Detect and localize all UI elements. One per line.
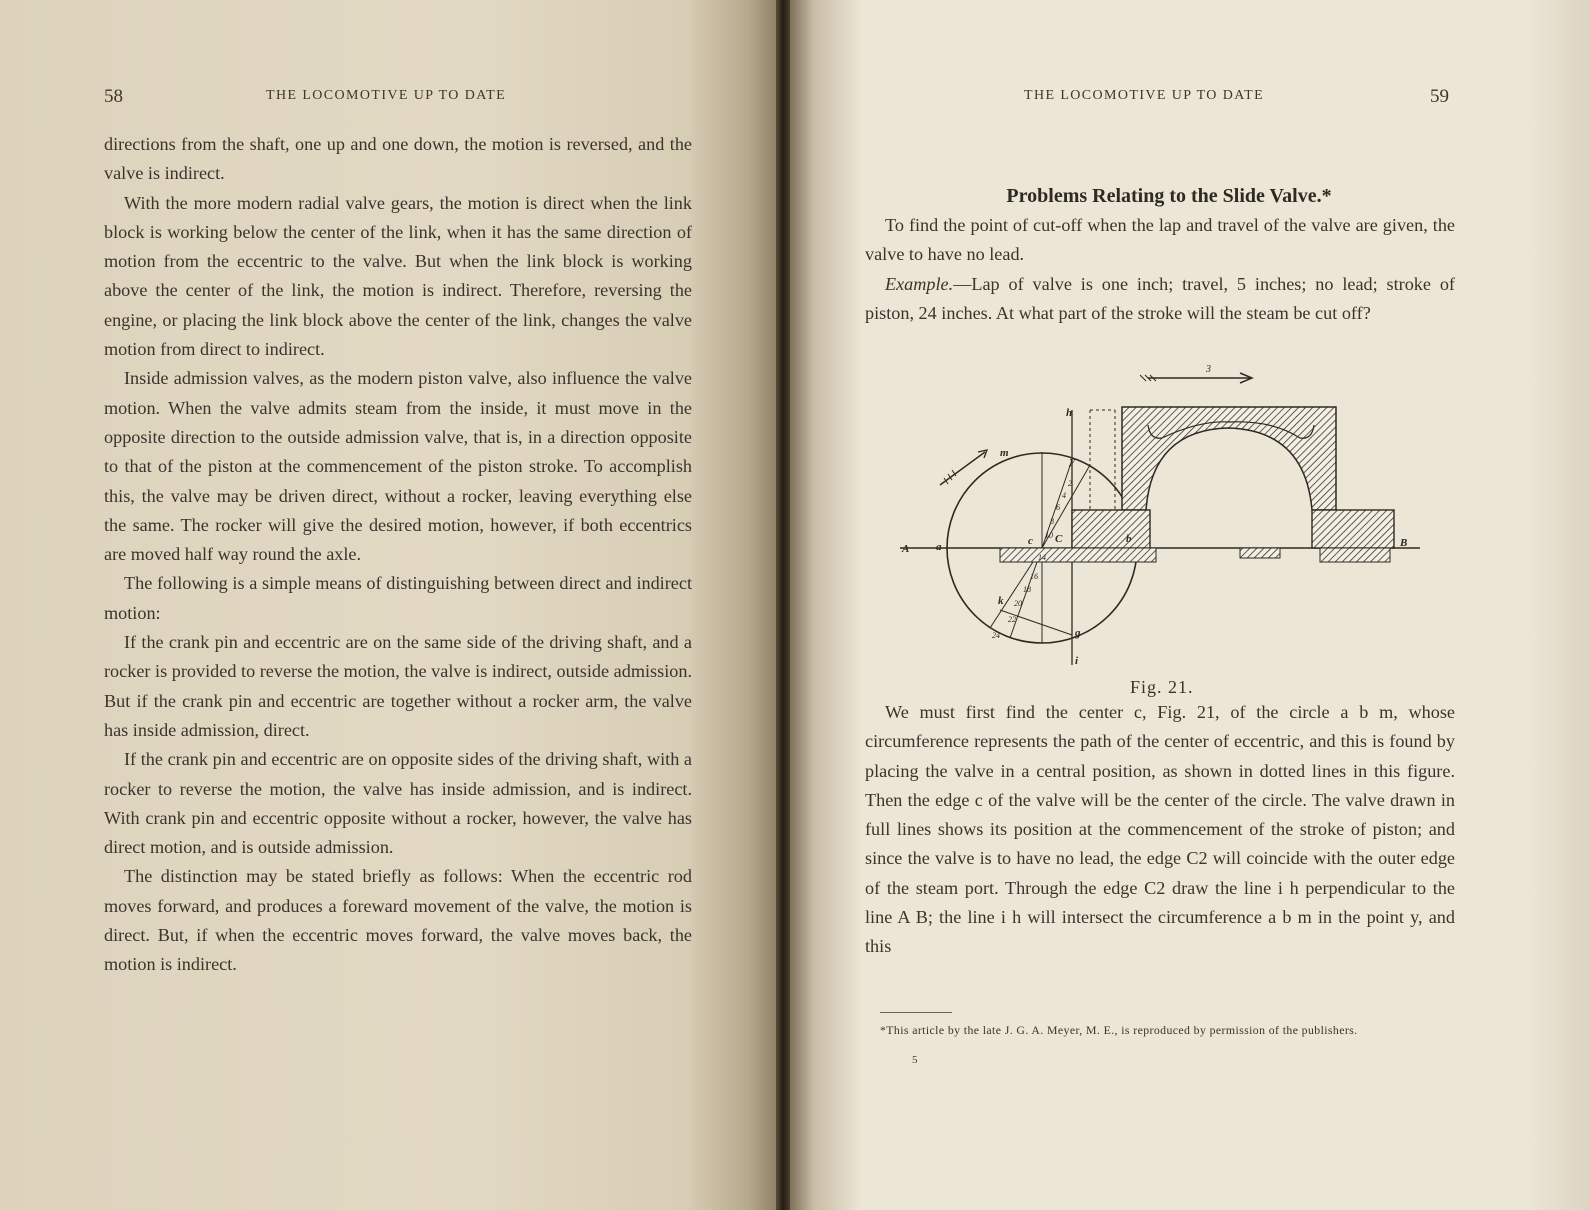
footnote: *This article by the late J. G. A. Meyer, M. E., is reproduced by permission of the publishers.	[880, 1023, 1358, 1037]
svg-text:2: 2	[1068, 479, 1072, 488]
svg-text:24: 24	[992, 631, 1000, 640]
paragraph: Inside admission valves, as the modern piston valve, also influence the valve motion. When the valve admits steam from the inside, it must move in the opposite direction to the outside admission valve, that is, in a direction opposite to that of the piston at the commencement of the piston stroke. To accomplish this, the valve may be driven direct, without a rocker, leaving everything else the same. The rocker will give the desired motion, however, if both eccentrics are moved half way round the axle.	[104, 368, 692, 565]
section-heading: Problems Relating to the Slide Valve.*	[1006, 185, 1332, 207]
left-running-head: THE LOCOMOTIVE UP TO DATE	[266, 88, 507, 103]
valve-left-flange	[1072, 510, 1150, 548]
svg-text:20: 20	[1014, 599, 1022, 608]
left-page-number: 58	[104, 86, 123, 107]
svg-text:4: 4	[1062, 491, 1066, 500]
example-text: —Lap of valve is one inch; travel, 5 inches; no lead; stroke of piston, 24 inches. At what part of the stroke will the steam be cut off?	[865, 273, 1455, 323]
paragraph: directions from the shaft, one up and one down, the motion is reversed, and the valve is indirect.	[104, 134, 692, 184]
label-m: m	[1000, 447, 1009, 459]
label-h: h	[1066, 407, 1073, 419]
direction-arrow	[1140, 364, 1252, 383]
intro-paragraph: To find the point of cut-off when the lap and travel of the valve are given, the valve to have no lead.	[865, 215, 1455, 265]
valve-diagram-figure	[900, 360, 1460, 690]
label-y: y	[1070, 455, 1075, 467]
arrow-label: 3	[1206, 364, 1211, 375]
label-k: k	[998, 595, 1004, 607]
left-page	[0, 0, 780, 1210]
label-g: g	[1075, 627, 1081, 639]
right-body-column	[865, 698, 1455, 962]
dotted-valve-outline	[1090, 410, 1115, 510]
label-C2: C	[1055, 533, 1063, 545]
figure-caption: Fig. 21.	[1130, 677, 1194, 697]
paragraph: The following is a simple means of distinguishing between direct and indirect motion:	[104, 573, 692, 623]
footnote-rule	[880, 1012, 952, 1013]
label-i: i	[1075, 655, 1079, 667]
label-B: B	[1400, 537, 1408, 549]
svg-text:18: 18	[1023, 585, 1031, 594]
left-text-column	[104, 130, 692, 980]
svg-text:6: 6	[1056, 503, 1060, 512]
example-paragraph	[865, 270, 1455, 329]
right-running-head: THE LOCOMOTIVE UP TO DATE	[1024, 88, 1265, 103]
paragraph: The distinction may be stated briefly as follows: When the eccentric rod moves forward, and produces a foreward movement of the valve, the motion is direct. But, if when the eccentric moves forward, the valve moves back, the motion is indirect.	[104, 866, 692, 975]
valve-right-flange	[1312, 510, 1394, 548]
exhaust-port-bar	[1240, 548, 1280, 558]
paragraph: If the crank pin and eccentric are on opposite sides of the driving shaft, with a rocker to reverse the motion, the valve has inside admission, and is indirect. With crank pin and eccentric opposite without a rocker, however, the valve has direct motion, and is outside admission.	[104, 749, 692, 858]
label-b: b	[1126, 533, 1132, 545]
label-c: c	[1028, 535, 1033, 547]
svg-text:22: 22	[1008, 615, 1016, 624]
svg-text:14: 14	[1038, 553, 1046, 562]
svg-text:8: 8	[1050, 517, 1054, 526]
signature-mark: 5	[912, 1054, 918, 1066]
svg-text:16: 16	[1030, 572, 1038, 581]
right-page-number: 59	[1430, 86, 1449, 107]
paragraph: With the more modern radial valve gears, the motion is direct when the link block is working below the center of the link, when it has the same direction of motion from the eccentric to the valve. But when the link block is working above the center of the link, the motion is indirect. Therefore, reversing the engine, or placing the link block above the center of the link, changes the valve motion from direct to indirect.	[104, 192, 692, 360]
paragraph: If the crank pin and eccentric are on the same side of the driving shaft, and a rocker is provided to reverse the motion, the valve is indirect, outside admission. But if the crank pin and eccentric are together without a rocker arm, the valve has inside admission, direct.	[104, 632, 692, 740]
right-intro-column	[865, 211, 1455, 328]
label-a: a	[936, 541, 942, 553]
label-A: A	[902, 543, 910, 555]
valve-seat-right	[1320, 548, 1390, 562]
body-paragraph: We must first find the center c, Fig. 21, of the circle a b m, whose circumference represents the path of the center of eccentric, and this is found by placing the valve in a central position, as shown in dotted lines in this figure. Then the edge c of the valve will be the center of the circle. The valve drawn in full lines shows its position at the commencement of the stroke of piston; and since the valve is to have no lead, the edge C2 will coincide with the outer edge of the steam port. Through the edge C2 draw the line i h perpendicular to the line A B; the line i h will intersect the circumference a b m in the point y, and this	[865, 702, 1455, 957]
example-label: Example.	[885, 273, 954, 294]
svg-text:10: 10	[1045, 531, 1053, 540]
rotation-arrow	[940, 450, 987, 485]
valve-seat-left	[1000, 548, 1156, 562]
book-gutter	[776, 0, 790, 1210]
